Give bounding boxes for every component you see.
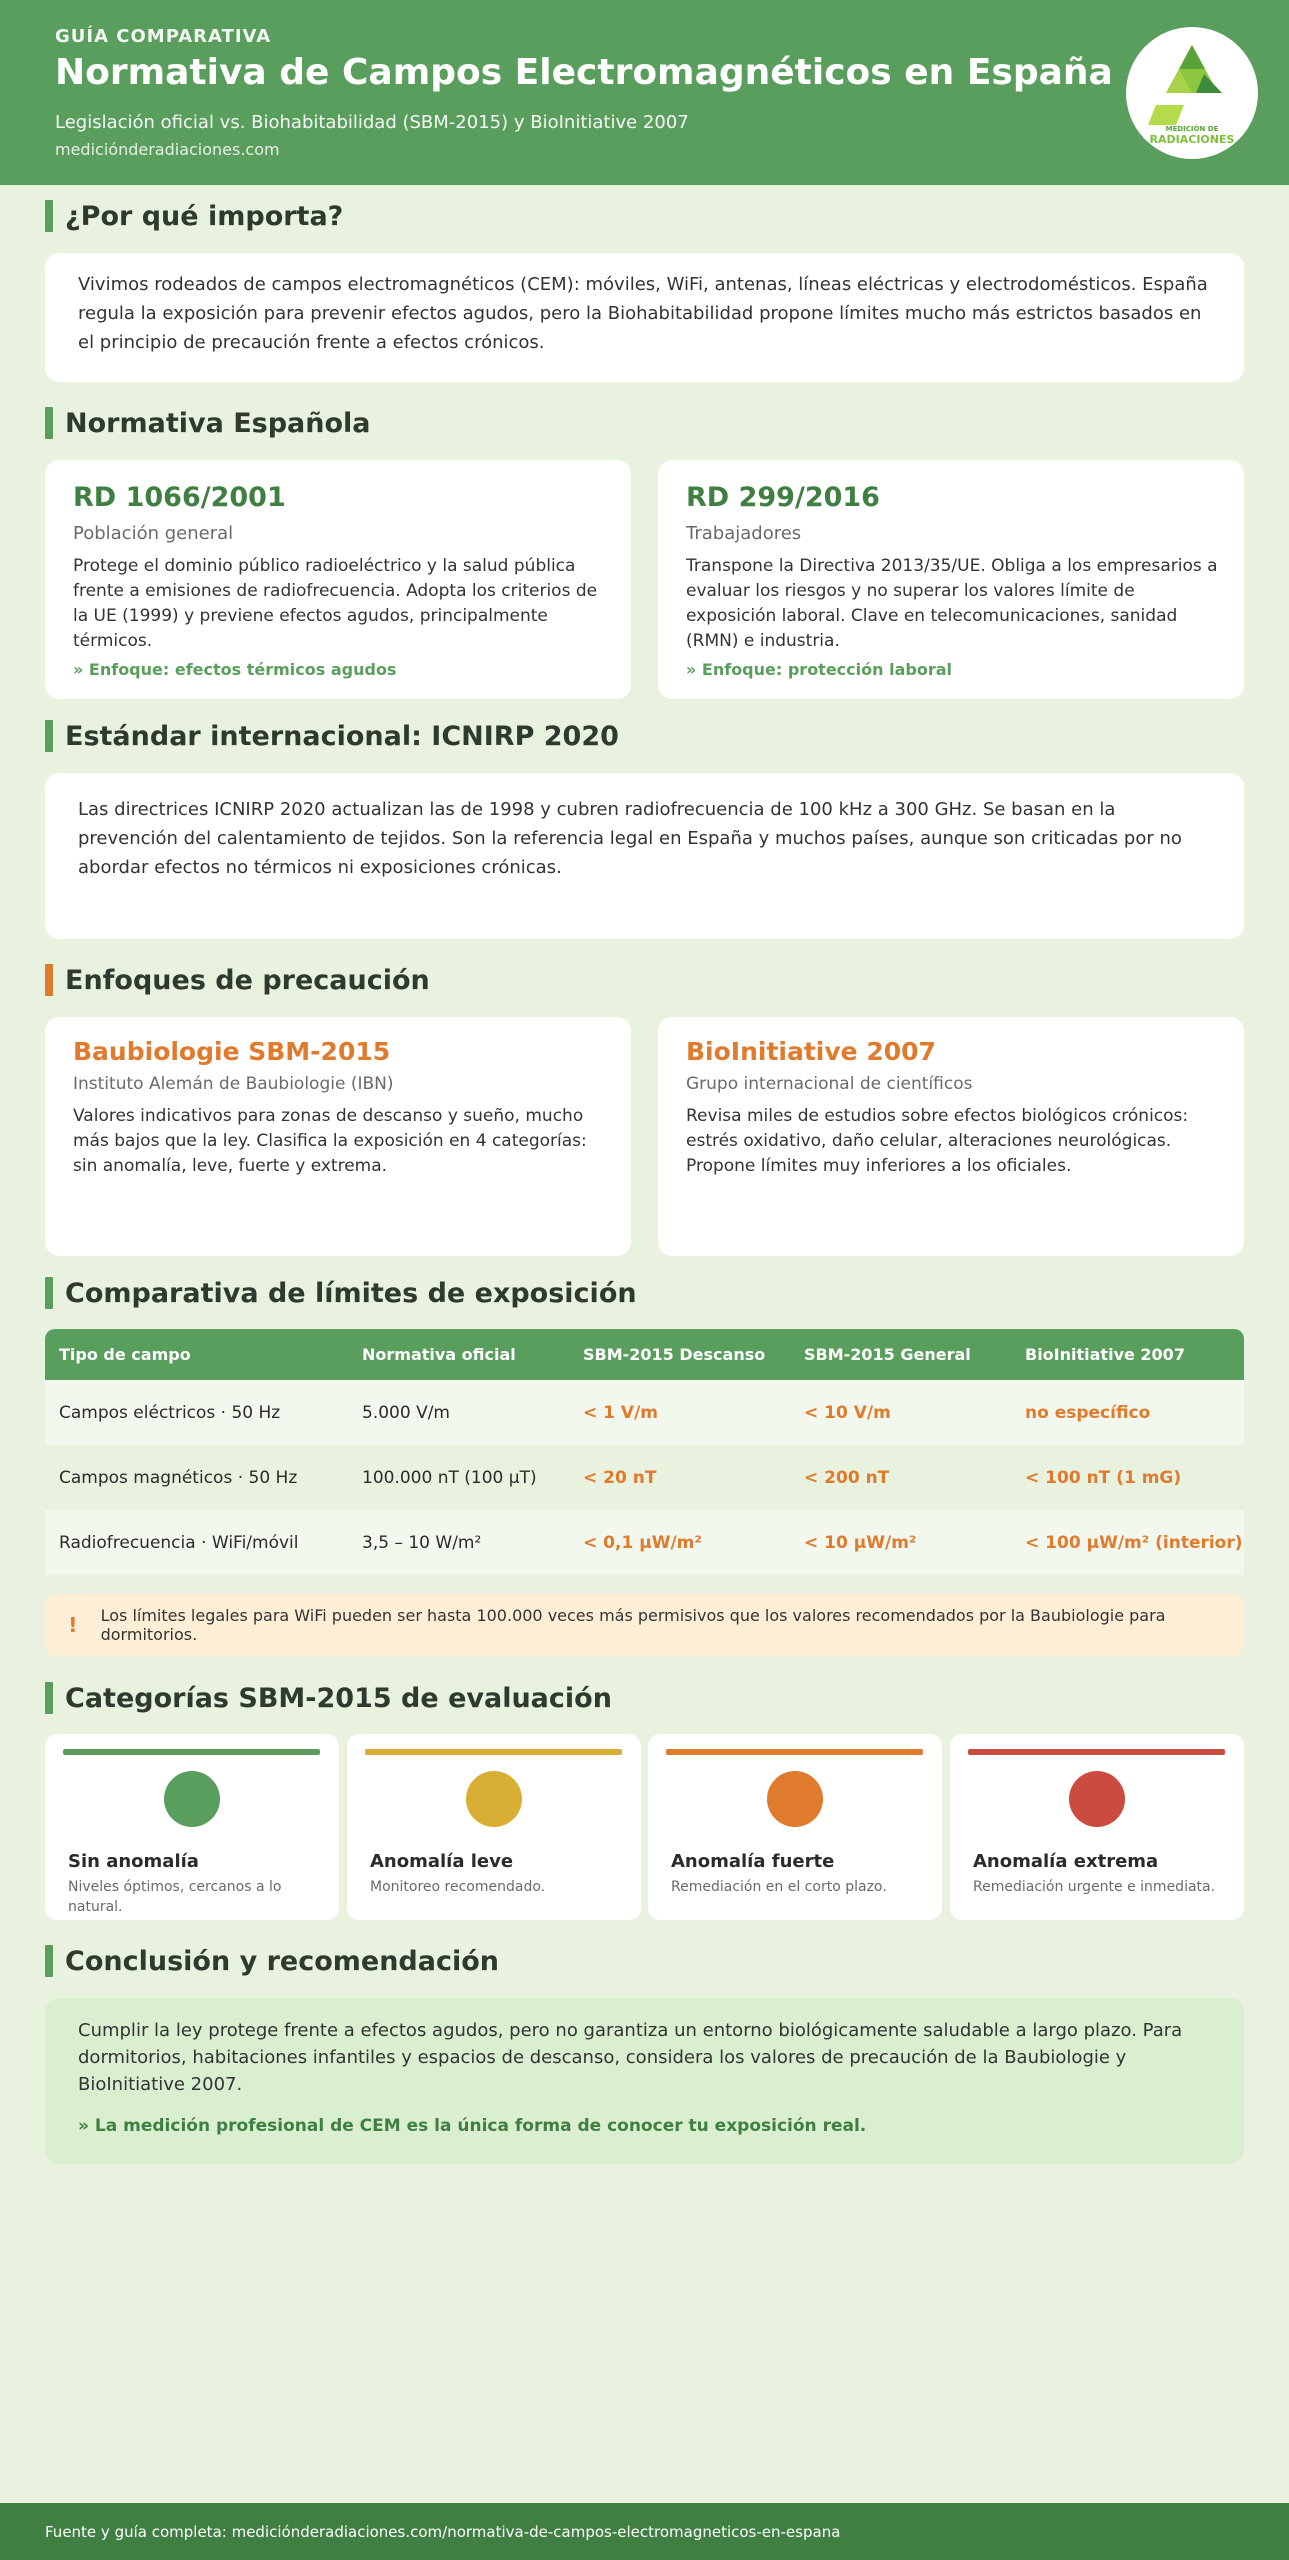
footer-source-link[interactable]: Fuente y guía completa: mediciónderadiaciones.com/normativa-de-campos-electromagneticos-en-espana [45, 2522, 841, 2541]
section-marker [45, 1945, 53, 1977]
table-cell: < 1 V/m [583, 1402, 658, 1423]
precaution-description: Revisa miles de estudios sobre efectos biológicos crónicos: estrés oxidativo, daño celular, alteraciones neurológicas. Propone límites muy inferiores a los oficiales. [686, 1106, 1189, 1176]
section-categories-title: Categorías SBM-2015 de evaluación [65, 1682, 612, 1714]
table-row [45, 1445, 1244, 1510]
precaution-card-sbm [45, 1017, 631, 1256]
table-cell: < 200 nT [804, 1467, 890, 1488]
category-color-bar [666, 1749, 923, 1755]
section-marker [45, 407, 53, 439]
law-focus: » Enfoque: efectos térmicos agudos [73, 660, 397, 679]
category-color-bar [968, 1749, 1225, 1755]
precaution-name: Baubiologie SBM-2015 [73, 1037, 391, 1066]
table-header-row [45, 1329, 1244, 1380]
category-color-bar [63, 1749, 320, 1755]
site-logo[interactable] [1126, 27, 1258, 159]
category-description: Niveles óptimos, cercanos a lo natural. [68, 1879, 282, 1915]
footer [0, 2503, 1289, 2560]
precaution-org: Instituto Alemán de Baubiologie (IBN) [73, 1074, 394, 1094]
law-name: RD 299/2016 [686, 482, 880, 513]
table-cell: < 10 µW/m² [804, 1532, 917, 1553]
category-card [347, 1734, 641, 1920]
category-card [648, 1734, 942, 1920]
category-name: Anomalía extrema [973, 1851, 1159, 1872]
section-marker [45, 720, 53, 752]
category-description: Remediación en el corto plazo. [671, 1879, 887, 1895]
category-dot-icon [1069, 1771, 1125, 1827]
why-card [45, 253, 1244, 382]
conclusion-card [45, 1998, 1244, 2164]
page-subtitle: Legislación oficial vs. Biohabitabilidad (SBM-2015) y BioInitiative 2007 [55, 112, 689, 133]
section-comparison-title: Comparativa de límites de exposición [65, 1277, 637, 1309]
table-cell: < 20 nT [583, 1467, 657, 1488]
law-card-rd299 [658, 460, 1244, 699]
section-spanish-title: Normativa Española [65, 407, 371, 439]
section-why-title: ¿Por qué importa? [65, 200, 344, 232]
limits-table [45, 1329, 1244, 1575]
category-color-bar [365, 1749, 622, 1755]
section-marker [45, 964, 53, 996]
table-cell: Campos eléctricos · 50 Hz [59, 1402, 281, 1423]
table-header-cell: Tipo de campo [59, 1345, 191, 1364]
table-cell: < 0,1 µW/m² [583, 1532, 702, 1553]
table-cell: no específico [1025, 1402, 1151, 1423]
law-scope: Trabajadores [686, 523, 802, 544]
table-header-cell: Normativa oficial [362, 1345, 516, 1364]
table-cell: < 100 µW/m² (interior) [1025, 1532, 1243, 1553]
category-description: Remediación urgente e inmediata. [973, 1879, 1216, 1895]
table-header-cell: SBM-2015 General [804, 1345, 971, 1364]
header-banner [0, 0, 1289, 185]
section-icnirp-title: Estándar internacional: ICNIRP 2020 [65, 720, 619, 752]
category-description: Monitoreo recomendado. [370, 1879, 546, 1895]
table-cell: < 100 nT (1 mG) [1025, 1467, 1182, 1488]
table-cell: 5.000 V/m [362, 1402, 450, 1423]
law-card-rd1066 [45, 460, 631, 699]
logo-triangle-icon [1126, 27, 1258, 159]
icnirp-card [45, 773, 1244, 939]
conclusion-cta: » La medición profesional de CEM es la única forma de conocer tu exposición real. [78, 2116, 867, 2136]
warning-banner [45, 1594, 1244, 1656]
table-row [45, 1380, 1244, 1445]
category-name: Anomalía leve [370, 1851, 514, 1872]
section-marker [45, 200, 53, 232]
warning-text: Los límites legales para WiFi pueden ser hasta 100.000 veces más permisivos que los valores recomendados por la Baubiologie para dormitorios. [100, 1606, 1166, 1644]
section-precaution-heading [45, 964, 430, 996]
section-why-heading [45, 200, 343, 232]
conclusion-text: Cumplir la ley protege frente a efectos agudos, pero no garantiza un entorno biológicamente saludable a largo plazo. Para dormitorios, habitaciones infantiles y espacios de descanso, considera los valores de precaución de la Baubiologie y BioInitiative 2007. [78, 2020, 1183, 2095]
header-kicker: GUÍA COMPARATIVA [55, 26, 272, 47]
section-icnirp-heading [45, 720, 619, 752]
category-dot-icon [466, 1771, 522, 1827]
law-description: Protege el dominio público radioeléctrico y la salud pública frente a emisiones de radiofrecuencia. Adopta los criterios de la UE (1999) y previene efectos agudos, principalmente térmicos. [73, 556, 598, 651]
table-cell: 3,5 – 10 W/m² [362, 1532, 482, 1553]
table-header-cell: SBM-2015 Descanso [583, 1345, 766, 1364]
section-categories-heading [45, 1682, 612, 1714]
section-conclusion-heading [45, 1945, 499, 1977]
warning-icon: ! [68, 1613, 78, 1637]
law-focus: » Enfoque: protección laboral [686, 660, 952, 679]
precaution-card-bioinitiative [658, 1017, 1244, 1256]
precaution-org: Grupo internacional de científicos [686, 1074, 973, 1094]
svg-text:RADIACIONES: RADIACIONES [1149, 133, 1235, 146]
section-precaution-title: Enfoques de precaución [65, 964, 430, 996]
category-card [950, 1734, 1244, 1920]
section-marker [45, 1682, 53, 1714]
page-title: Normativa de Campos Electromagnéticos en España [55, 52, 1113, 93]
svg-text:MEDICIÓN DE: MEDICIÓN DE [1165, 125, 1219, 133]
table-row [45, 1510, 1244, 1575]
section-spanish-heading [45, 407, 371, 439]
site-url[interactable]: mediciónderadiaciones.com [55, 140, 280, 159]
icnirp-text: Las directrices ICNIRP 2020 actualizan las de 1998 y cubren radiofrecuencia de 100 kHz a 300 GHz. Se basan en la prevención del calentamiento de tejidos. Son la referencia legal en España y muchos países, aunque son criticadas por no abordar efectos no térmicos ni exposiciones crónicas. [78, 799, 1182, 878]
table-cell: Radiofrecuencia · WiFi/móvil [59, 1532, 299, 1553]
category-dot-icon [164, 1771, 220, 1827]
precaution-name: BioInitiative 2007 [686, 1037, 936, 1066]
table-cell: Campos magnéticos · 50 Hz [59, 1467, 298, 1488]
section-comparison-heading [45, 1277, 637, 1309]
why-text: Vivimos rodeados de campos electromagnéticos (CEM): móviles, WiFi, antenas, líneas eléctricas y electrodomésticos. España regula la exposición para prevenir efectos agudos, pero la Biohabitabilidad propone límites mucho más estrictos basados en el principio de precaución frente a efectos crónicos. [78, 274, 1208, 353]
section-conclusion-title: Conclusión y recomendación [65, 1945, 499, 1977]
law-name: RD 1066/2001 [73, 482, 286, 513]
law-description: Transpone la Directiva 2013/35/UE. Obliga a los empresarios a evaluar los riesgos y no superar los valores límite de exposición laboral. Clave en telecomunicaciones, sanidad (RMN) e industria. [686, 556, 1218, 651]
category-dot-icon [767, 1771, 823, 1827]
category-name: Sin anomalía [68, 1851, 199, 1872]
section-marker [45, 1277, 53, 1309]
law-scope: Población general [73, 523, 234, 544]
precaution-description: Valores indicativos para zonas de descanso y sueño, mucho más bajos que la ley. Clasifica la exposición en 4 categorías: sin anomalía, leve, fuerte y extrema. [73, 1106, 587, 1176]
category-name: Anomalía fuerte [671, 1851, 835, 1872]
table-cell: 100.000 nT (100 µT) [362, 1467, 537, 1488]
table-header-cell: BioInitiative 2007 [1025, 1345, 1185, 1364]
table-cell: < 10 V/m [804, 1402, 891, 1423]
category-card [45, 1734, 339, 1920]
